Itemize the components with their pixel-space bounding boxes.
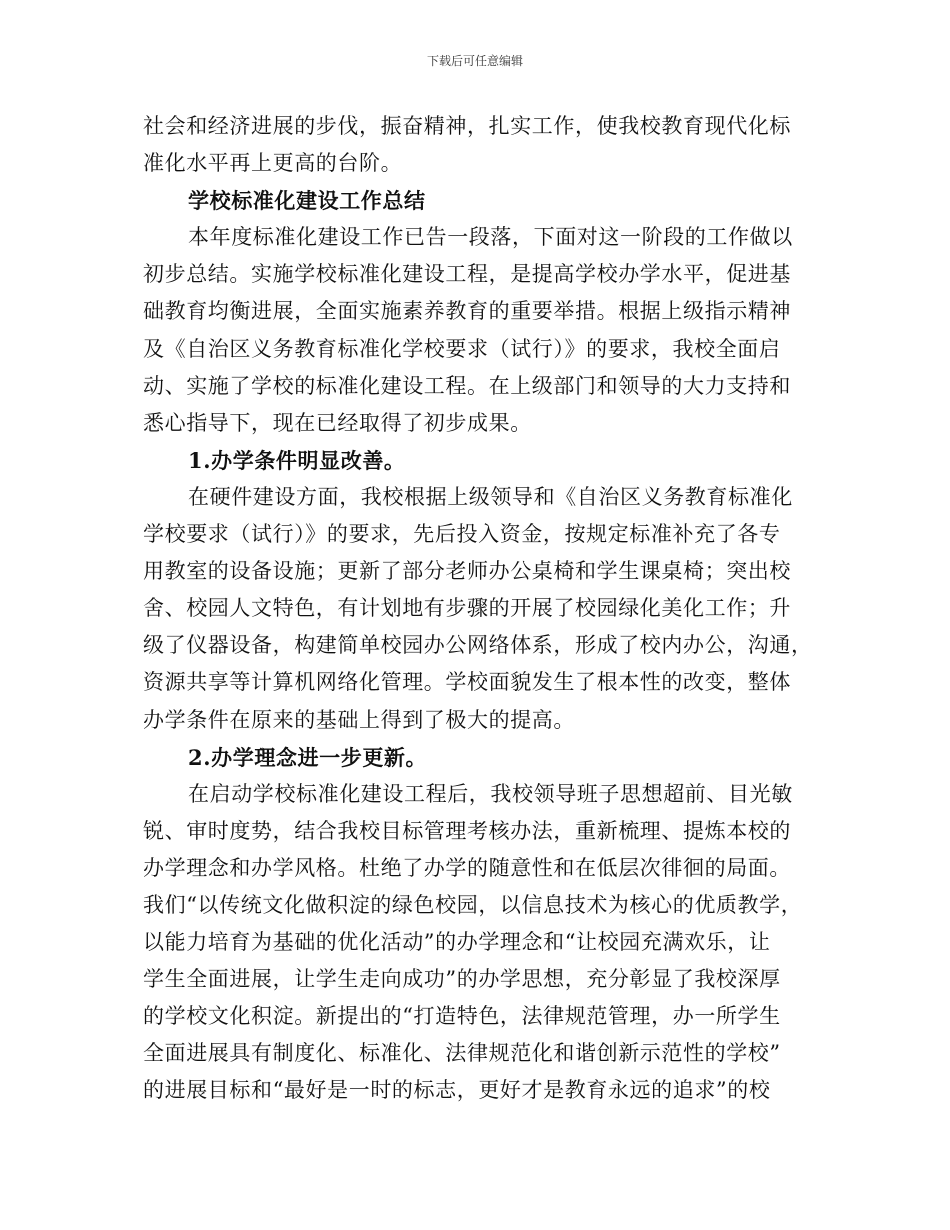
paragraph-line: 在启动学校标准化建设工程后，我校领导班子思想超前、目光敏: [188, 781, 793, 806]
section-heading: 2.办学理念进一步更新。: [188, 744, 428, 770]
paragraph-line: 舍、校园人文特色，有计划地有步骤的开展了校园绿化美化工作；升: [143, 596, 791, 621]
paragraph-line: 级了仪器设备，构建简单校园办公网络体系，形成了校内办公，沟通，: [143, 633, 813, 658]
paragraph-line: 学校要求（试行）》的要求，先后投入资金，按规定标准补充了各专: [143, 522, 781, 547]
paragraph-line: 办学理念和办学风格。杜绝了办学的随意性和在低层次徘徊的局面。: [143, 855, 791, 880]
paragraph-line: 资源共享等计算机网络化管理。学校面貌发生了根本性的改变，整体: [143, 670, 791, 695]
paragraph-line: 础教育均衡进展，全面实施素养教育的重要举措。根据上级指示精神: [143, 299, 791, 324]
page-header: 下载后可任意编辑: [426, 54, 523, 68]
paragraph-line: 我们“以传统文化做积淀的绿色校园，以信息技术为核心的优质教学，: [143, 892, 803, 917]
paragraph-line: 锐、审时度势，结合我校目标管理考核办法，重新梳理、提炼本校的: [143, 818, 791, 843]
paragraph-line: 在硬件建设方面，我校根据上级领导和《自治区义务教育标准化: [188, 484, 793, 509]
paragraph-line: 用教室的设备设施；更新了部分老师办公桌椅和学生课桌椅；突出校: [143, 559, 791, 584]
paragraph-line: 准化水平再上更高的台阶。: [143, 151, 403, 176]
section-heading: 学校标准化建设工作总结: [188, 188, 426, 214]
paragraph-line: 悉心指导下，现在已经取得了初步成果。: [143, 410, 532, 435]
paragraph-line: 办学条件在原来的基础上得到了极大的提高。: [143, 707, 575, 732]
paragraph-line: 的进展目标和“最好是一时的标志，更好才是教育永远的追求”的校: [143, 1078, 771, 1103]
paragraph-line: 本年度标准化建设工作已告一段落，下面对这一阶段的工作做以: [188, 225, 793, 250]
paragraph-line: 社会和经济进展的步伐，振奋精神，扎实工作，使我校教育现代化标: [143, 114, 791, 138]
document-body: [143, 108, 818, 1110]
section-heading: 1.办学条件明显改善。: [188, 447, 406, 473]
paragraph-line: 的学校文化积淀。新提出的“打造特色，法律规范管理，办一所学生: [143, 1004, 781, 1029]
paragraph-line: 学生全面进展，让学生走向成功”的办学思想，充分彰显了我校深厚: [143, 967, 781, 992]
paragraph-line: 以能力培育为基础的优化活动”的办学理念和“让校园充满欢乐，让: [143, 930, 771, 955]
paragraph-line: 及《自治区义务教育标准化学校要求（试行）》的要求，我校全面启: [143, 336, 781, 361]
paragraph-line: 初步总结。实施学校标准化建设工程，是提高学校办学水平，促进基: [143, 262, 791, 287]
paragraph-line: 全面进展具有制度化、标准化、法律规范化和谐创新示范性的学校”: [143, 1041, 781, 1066]
paragraph-line: 动、实施了学校的标准化建设工程。在上级部门和领导的大力支持和: [143, 373, 791, 398]
